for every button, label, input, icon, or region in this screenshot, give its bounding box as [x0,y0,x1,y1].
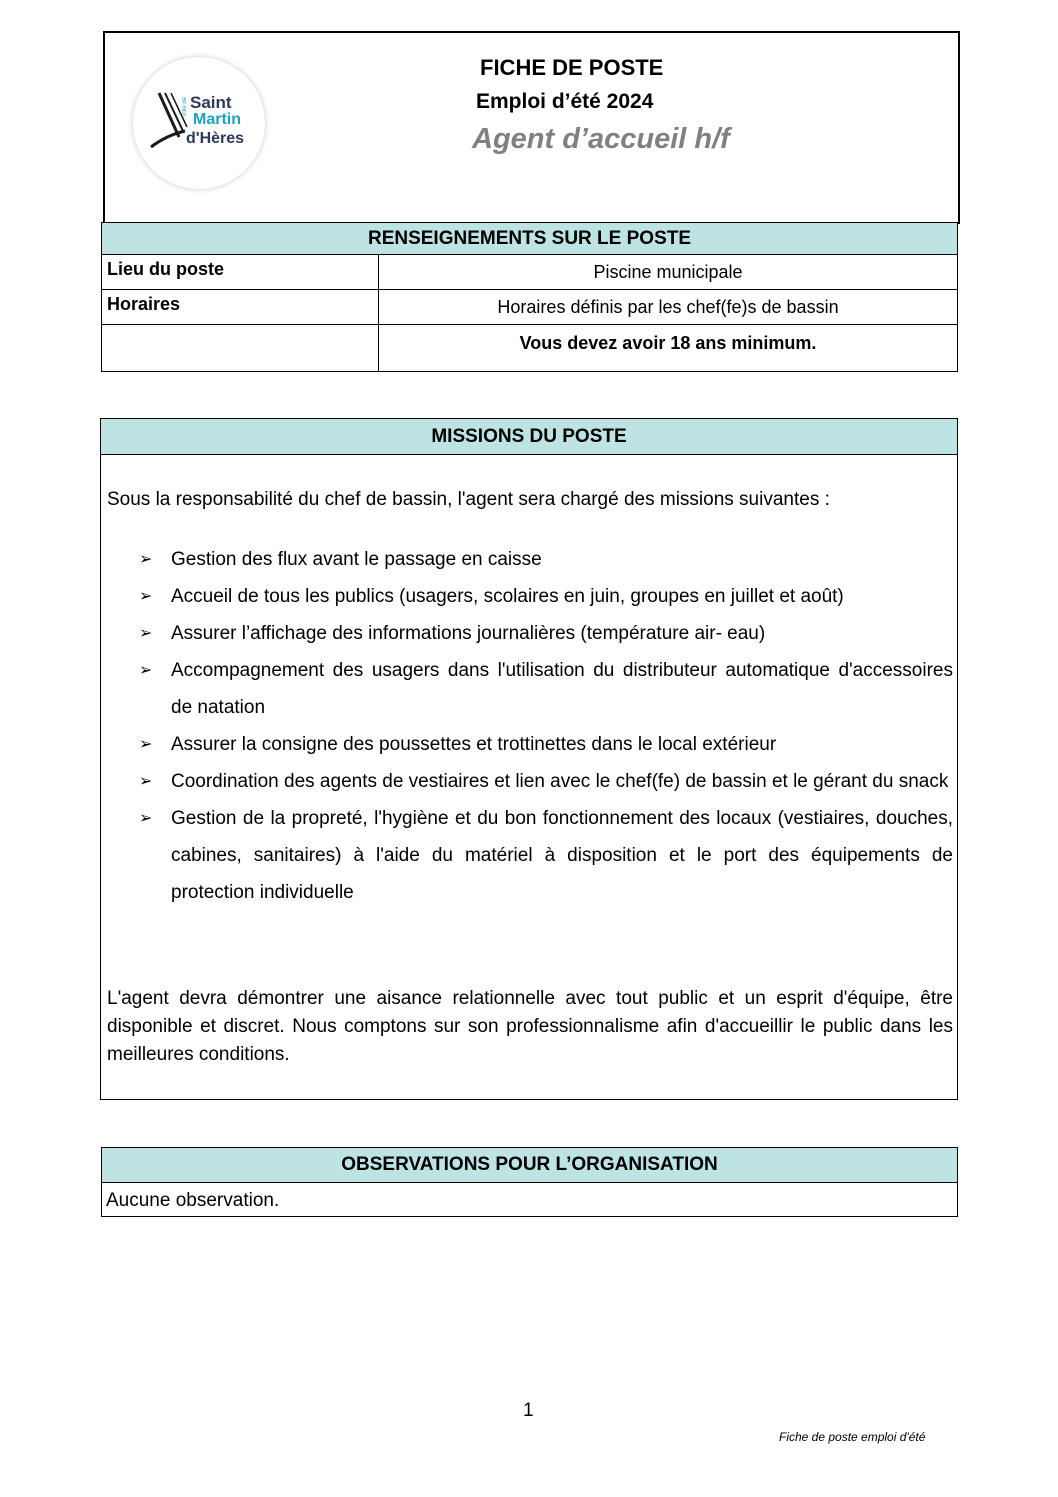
info-value: Piscine municipale [379,255,958,290]
mission-text: Accueil de tous les publics (usagers, scolaires en juin, groupes en juillet et août) [171,586,844,607]
logo-text-martin: Martin [193,111,241,128]
info-heading: RENSEIGNEMENTS SUR LE POSTE [102,223,958,255]
footer-note: Fiche de poste emploi d'été [779,1430,926,1444]
arrowhead-bullet-icon: ➢ [139,736,153,753]
arrowhead-bullet-icon: ➢ [139,551,153,568]
missions-list [139,541,953,911]
document-title: FICHE DE POSTE [480,55,664,80]
logo-text-saint: Saint [190,93,232,112]
observations-section [101,1147,958,1217]
mission-text: Assurer la consigne des poussettes et trottinettes dans le local extérieur [171,734,777,755]
arrowhead-bullet-icon: ➢ [139,773,153,790]
job-title: Agent d’accueil h/f [472,123,730,155]
info-table [101,222,958,372]
mission-text: Accompagnement des usagers dans l'utilisation du distributeur automatique d'accessoires de natation [171,660,953,718]
missions-heading: MISSIONS DU POSTE [101,419,957,455]
mission-text: Assurer l’affichage des informations journalières (température air- eau) [171,623,766,644]
info-row [102,290,958,325]
mission-text: Gestion de la propreté, l'hygiène et du bon fonctionnement des locaux (vestiaires, douches, cabines, sanitaires) à l'aide du matériel à disposition et le port des équipements de protection individuelle [171,808,953,903]
arrowhead-bullet-icon: ➢ [139,625,153,642]
info-label: Lieu du poste [102,255,379,290]
list-item [139,800,953,911]
list-item [139,763,953,800]
logo-text-heres: d'Hères [186,130,245,147]
list-item [139,615,953,652]
list-item [139,652,953,726]
arrowhead-bullet-icon: ➢ [139,662,153,679]
page-number: 1 [523,1400,534,1421]
info-value-age-requirement: Vous devez avoir 18 ans minimum. [379,325,958,372]
info-row [102,325,958,372]
arrowhead-bullet-icon: ➢ [139,810,153,827]
mission-text: Coordination des agents de vestiaires et lien avec le chef(fe) de bassin et le gérant du snack [171,771,949,792]
info-label: Horaires [102,290,379,325]
list-item [139,726,953,763]
missions-section [100,418,958,1100]
list-item [139,578,953,615]
info-value: Horaires définis par les chef(fe)s de bassin [379,290,958,325]
city-logo [133,57,265,189]
arrowhead-bullet-icon: ➢ [139,588,153,605]
document-subtitle: Emploi d’été 2024 [476,90,654,113]
observations-text: Aucune observation. [106,1190,280,1211]
info-label [102,325,379,372]
observations-heading: OBSERVATIONS POUR L’ORGANISATION [102,1148,957,1183]
missions-intro: Sous la responsabilité du chef de bassin, l'agent sera chargé des missions suivantes : [107,489,830,510]
list-item [139,541,953,578]
logo-small-text: Ville de [182,97,188,117]
mission-text: Gestion des flux avant le passage en caisse [171,549,542,570]
missions-outro: L'agent devra démontrer une aisance relationnelle avec tout public et un esprit d'équipe, être disponible et discret. Nous comptons sur son professionnalisme afin d'accueillir le public dans les meilleures conditions. [107,988,953,1065]
info-row [102,255,958,290]
